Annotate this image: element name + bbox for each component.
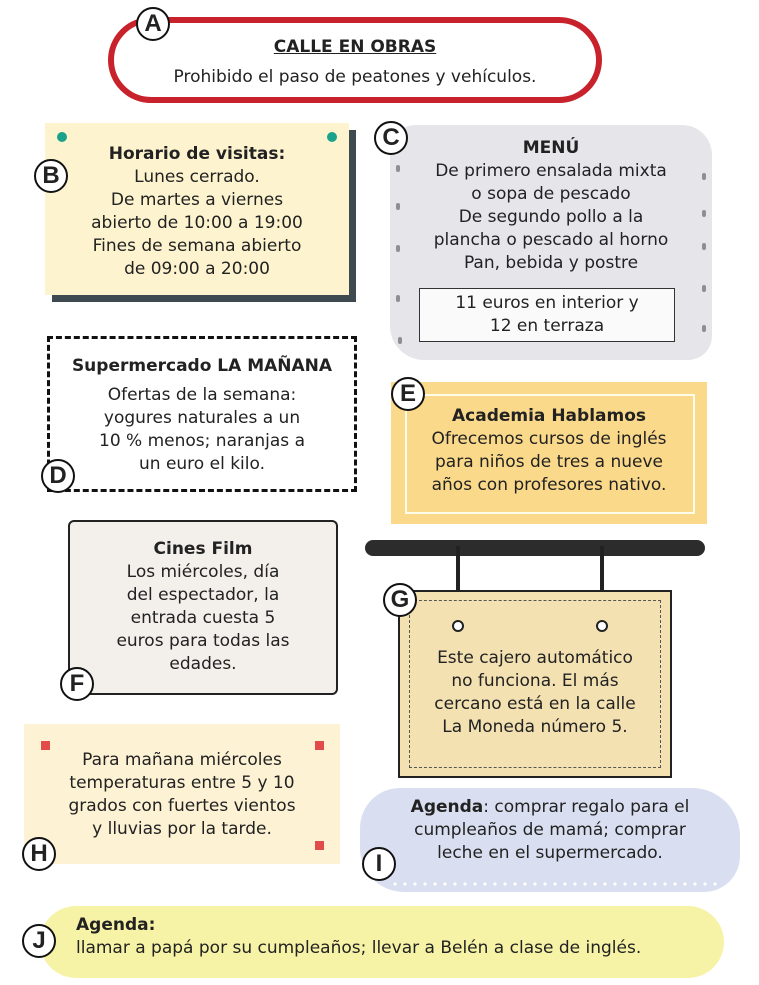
- note-j-text: llamar a papá por su cumpleaños; llevar a Belén a clase de inglés.: [76, 938, 642, 958]
- note-d-line: un euro el kilo.: [139, 454, 265, 474]
- note-b-line: abierto de 10:00 a 19:00: [91, 213, 303, 233]
- note-f-title: Cines Film: [153, 539, 253, 559]
- note-f-line: edades.: [169, 654, 237, 674]
- note-i-line: cumpleaños de mamá; comprar: [414, 820, 686, 840]
- label-d: D: [41, 459, 75, 493]
- note-h-line: grados con fuertes vientos: [68, 796, 296, 816]
- note-b-line: Fines de semana abierto: [92, 236, 302, 256]
- note-e-line: para niños de tres a nueve: [435, 452, 663, 472]
- note-b-title: Horario de visitas:: [108, 144, 286, 164]
- label-a: A: [136, 7, 170, 41]
- note-b-line: de 09:00 a 20:00: [124, 259, 270, 279]
- note-c-line: o sopa de pescado: [471, 184, 631, 204]
- hole-icon: [596, 620, 608, 632]
- dot-decoration: [702, 173, 706, 180]
- note-g-line: no funciona. El más: [451, 671, 619, 691]
- dot-decoration: [702, 325, 706, 332]
- note-d-line: yogures naturales a un: [103, 408, 301, 428]
- note-c-line: plancha o pescado al horno: [433, 230, 669, 250]
- dot-decoration: [396, 295, 400, 302]
- note-h-weather: [24, 724, 340, 864]
- dot-decoration: [398, 337, 402, 344]
- note-i-line: leche en el supermercado.: [437, 843, 663, 863]
- note-f-line: entrada cuesta 5: [130, 608, 276, 628]
- dot-decoration: [396, 245, 400, 252]
- note-c-line: De primero ensalada mixta: [435, 161, 667, 181]
- note-f-line: Los miércoles, día: [126, 562, 280, 582]
- label-f: F: [60, 667, 94, 701]
- pin-icon: [327, 132, 337, 142]
- note-b-line: Lunes cerrado.: [134, 167, 260, 187]
- label-e: E: [391, 377, 425, 411]
- price-line: 11 euros en interior y: [455, 293, 639, 313]
- note-a-title: CALLE EN OBRAS: [273, 37, 437, 57]
- note-i-label: Agenda: [410, 797, 484, 817]
- label-g: G: [383, 583, 417, 617]
- note-g-line: Este cajero automático: [437, 648, 633, 668]
- note-h-line: temperaturas entre 5 y 10: [69, 773, 295, 793]
- note-i-line1: : comprar regalo para el: [483, 797, 690, 817]
- note-f-line: euros para todas las: [116, 631, 290, 651]
- note-e-line: Ofrecemos cursos de inglés: [431, 429, 667, 449]
- note-i-agenda: [360, 788, 740, 892]
- dot-decoration: [702, 285, 706, 292]
- note-e-text: [391, 405, 707, 497]
- square-decoration: [41, 741, 50, 750]
- dot-decoration: [702, 210, 706, 217]
- note-g-line: La Moneda número 5.: [442, 717, 628, 737]
- price-line: 12 en terraza: [489, 316, 605, 336]
- note-a-street-works: [108, 17, 602, 103]
- note-i-line: [360, 796, 740, 819]
- note-g-text: [398, 647, 672, 739]
- note-e-title: Academia Hablamos: [451, 406, 646, 426]
- dot-decoration: [702, 243, 706, 250]
- note-d-supermarket: [47, 336, 357, 492]
- dot-decoration: [396, 203, 400, 210]
- pin-icon: [57, 132, 67, 142]
- note-j-agenda: [40, 906, 724, 978]
- square-decoration: [315, 841, 324, 850]
- note-b-line: De martes a viernes: [110, 190, 284, 210]
- label-b: B: [34, 159, 68, 193]
- note-f-line: del espectador, la: [126, 585, 280, 605]
- dot-decoration: [396, 165, 400, 172]
- note-h-line: y lluvias por la tarde.: [92, 819, 272, 839]
- label-c: C: [374, 121, 408, 155]
- note-j-title: Agenda:: [76, 915, 156, 935]
- note-c-menu: [390, 125, 712, 360]
- note-d-line: 10 % menos; naranjas a: [99, 431, 305, 451]
- note-g-line: cercano está en la calle: [434, 694, 636, 714]
- note-b-visiting-hours: [45, 123, 349, 295]
- note-h-line: Para mañana miércoles: [82, 750, 282, 770]
- hanging-bar: [365, 540, 705, 556]
- price-box: [419, 288, 675, 342]
- label-i: I: [362, 847, 396, 881]
- note-e-line: años con profesores nativo.: [431, 475, 667, 495]
- note-d-title: Supermercado LA MAÑANA: [71, 356, 333, 376]
- note-f-cinema: [68, 520, 338, 695]
- note-c-line: De segundo pollo a la: [458, 207, 644, 227]
- note-c-title: MENÚ: [522, 138, 580, 158]
- note-c-line: Pan, bebida y postre: [463, 253, 639, 273]
- label-h: H: [22, 837, 56, 871]
- hole-icon: [452, 620, 464, 632]
- square-decoration: [315, 741, 324, 750]
- note-d-line: Ofertas de la semana:: [107, 385, 297, 405]
- note-a-text: Prohibido el paso de peatones y vehículos.: [173, 67, 537, 87]
- label-j: J: [22, 924, 56, 958]
- dotted-decoration: [390, 882, 720, 886]
